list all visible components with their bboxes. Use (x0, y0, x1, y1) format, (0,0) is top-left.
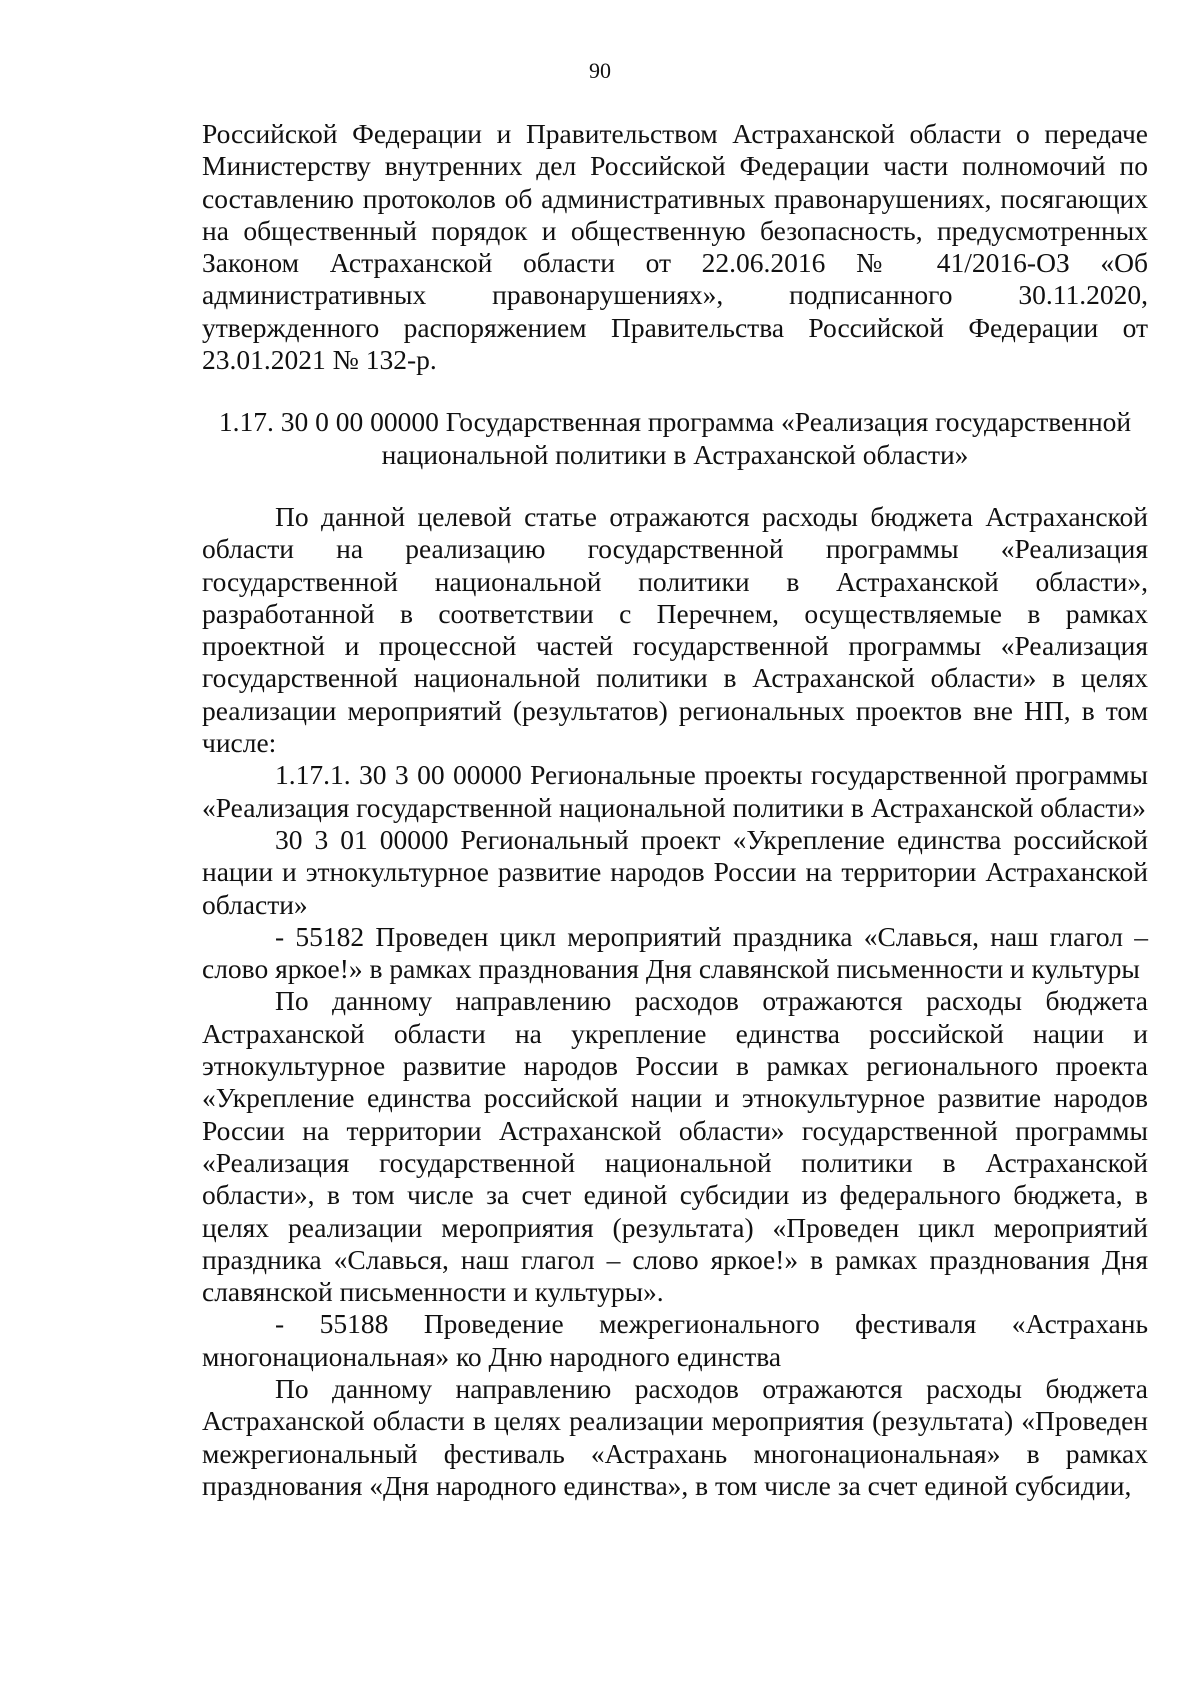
section-heading-line-1: 1.17. 30 0 00 00000 Государственная программа «Реализация государственной (218, 406, 1132, 438)
paragraph-item-55188: - 55188 Проведение межрегионального фестиваля «Астрахань многонациональная» ко Дню народного единства (202, 1308, 1148, 1372)
document-body (202, 118, 1148, 1502)
page-number: 90 (589, 58, 611, 83)
intro-paragraph: Российской Федерации и Правительством Астраханской области о передаче Министерству внутренних дел Российской Федерации части полномочий по составлению протоколов об административных правонарушениях, посягающих на общественный порядок и общественную безопасность, предусмотренных Законом Астраханской области от 22.06.2016 № 41/2016-ОЗ «Об административных правонарушениях», подписанного 30.11.2020, утвержденного распоряжением Правительства Российской Федерации от 23.01.2021 № 132-р. (202, 118, 1148, 376)
heading-spacer (202, 471, 1148, 501)
paragraph-item-55182: - 55182 Проведен цикл мероприятий праздника «Славься, наш глагол – слово яркое!» в рамках празднования Дня славянской письменности и культуры (202, 920, 1148, 985)
section-heading (202, 406, 1148, 471)
section-heading-line-2: национальной политики в Астраханской области» (381, 438, 969, 470)
paragraph-expenses-55188: По данному направлению расходов отражаются расходы бюджета Астраханской области в целях реализации мероприятия (результата) «Проведен межрегиональный фестиваль «Астрахань многонациональная» в рамках празднования «Дня народного единства», в том числе за счет единой субсидии, (202, 1372, 1148, 1501)
paragraph-program-description: По данной целевой статье отражаются расходы бюджета Астраханской области на реализацию государственной программы «Реализация государственной национальной политики в Астраханской области», разработанной в соответствии с Перечнем, осуществляемые в рамках проектной и процессной частей государственной программы «Реализация государственной национальной политики в Астраханской области» в целях реализации мероприятий (результатов) региональных проектов вне НП, в том числе: (202, 500, 1148, 759)
paragraph-regional-projects: 1.17.1. 30 3 00 00000 Региональные проекты государственной программы «Реализация государственной национальной политики в Астраханской области» (202, 759, 1148, 823)
paragraph-regional-project-unity: 30 3 01 00000 Региональный проект «Укрепление единства российской нации и этнокультурное развитие народов России на территории Астраханской области» (202, 823, 1148, 920)
paragraph-expenses-55182: По данному направлению расходов отражаются расходы бюджета Астраханской области на укрепление единства российской нации и этнокультурное развитие народов России в рамках регионального проекта «Укрепление единства российской нации и этнокультурное развитие народов России на территории Астраханской области» государственной программы «Реализация государственной национальной политики в Астраханской области», в том числе за счет единой субсидии из федерального бюджета, в целях реализации мероприятия (результата) «Проведен цикл мероприятий праздника «Славься, наш глагол – слово яркое!» в рамках празднования Дня славянской письменности и культуры». (202, 985, 1148, 1308)
